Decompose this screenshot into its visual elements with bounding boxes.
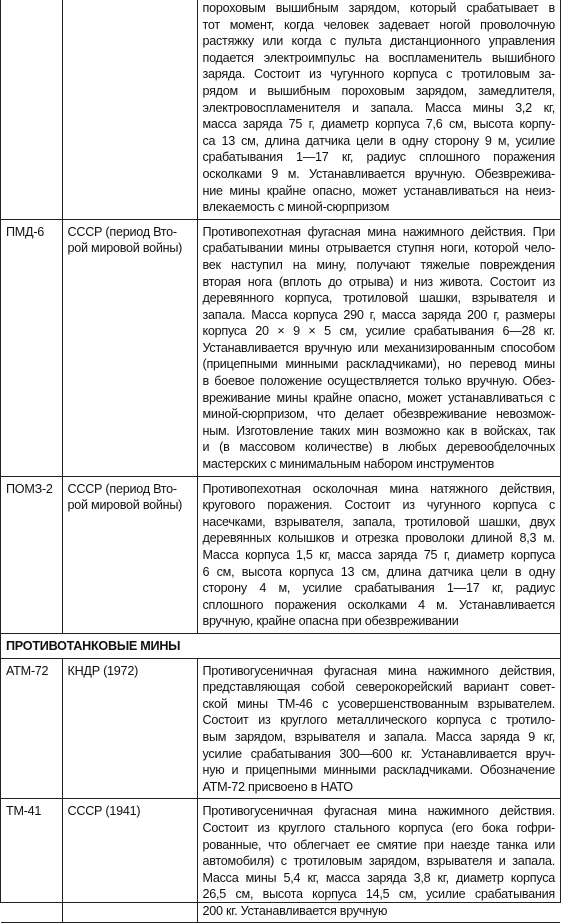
mine-country-cell xyxy=(62,658,197,799)
description-line: ской мины ТМ-46 с усовершенствованным взрывателем. xyxy=(202,696,555,711)
description-line: мастерских с минимальным набором инструментов xyxy=(202,457,495,472)
section-heading: ПРОТИВОТАНКОВЫЕ МИНЫ xyxy=(1,633,560,658)
mine-row xyxy=(1,658,560,799)
description-line: срабатывания 1—17 кг, радиус сплошного поражения xyxy=(202,150,555,165)
description-line: рядом и вышибным пороховым зарядом, замедлителя, xyxy=(202,83,555,98)
description-line: Противопехотная осколочная мина натяжного действия, xyxy=(202,481,555,496)
section-row xyxy=(1,633,560,658)
description-line: век наступил на мину, получают тяжелые повреждения xyxy=(202,257,555,272)
description-line: ную и прицепными минными раскладчиками. Обозначение xyxy=(202,763,555,778)
mine-row xyxy=(1,799,560,923)
description-line: вторая нога (вплоть до отрыва) и низ живота. Состоит из xyxy=(202,274,555,289)
description-line: Устанавливается вручную или механизированным способом xyxy=(202,340,555,355)
mine-description-cell xyxy=(197,658,560,799)
description-line: ным. Изготовление таких мин возможно как в войсках, так xyxy=(202,423,555,438)
description-line: и (в массовом количестве) в любых деревообделочных xyxy=(202,440,555,455)
description-line: масса заряда 75 г, диаметр корпуса 7,6 см, высота корпу- xyxy=(202,117,555,132)
mine-country-line: рой мировой войны) xyxy=(67,498,183,513)
description-line: миной-сюрпризом, что делает обезвреживание невозмож- xyxy=(202,407,555,422)
description-line: подается электроимпульс на воспламенитель вышибного xyxy=(202,50,555,65)
mine-description-cell xyxy=(197,799,560,923)
description-line: представляющая собой северокорейский вариант совет- xyxy=(202,680,555,695)
description-line: вреживание мины крайне опасно, может устанавливаться с xyxy=(202,390,555,405)
description-line: Масса мины 5,4 кг, масса заряда 3,8 кг, диаметр корпуса xyxy=(202,870,555,885)
description-line: тот момент, когда человек задевает ногой проволочную xyxy=(202,17,555,32)
description-line: в боевое положение осуществляется только вручную. Обез- xyxy=(202,374,555,389)
description-line: электровоспламенителя и запала. Масса мины 3,2 кг, xyxy=(202,100,555,115)
mine-country-cell xyxy=(62,799,197,923)
description-line: са 13 см, длина датчика цели в одну сторону 9 м, усилие xyxy=(202,133,555,148)
mine-description-cell xyxy=(197,0,560,219)
description-line: автомобиля) с тротиловым зарядом, взрывателя и запала. xyxy=(202,854,555,869)
description-line: 26,5 см, высота корпуса 14,5 см, усилие срабатывания xyxy=(202,887,555,902)
description-line: вым зарядом, взрывателя и запала. Масса заряда 9 кг, xyxy=(202,729,555,744)
mine-row xyxy=(1,219,560,476)
mine-name-cell: ПОМЗ-2 xyxy=(1,476,62,633)
description-line: АТМ-72 присвоено в НАТО xyxy=(202,779,353,794)
description-line: влекаемость с миной-сюрпризом xyxy=(202,200,390,215)
description-line: Противогусеничная фугасная мина нажимного действия, xyxy=(202,663,555,678)
description-line: запала. Масса корпуса 290 г, масса заряда 200 г, размеры xyxy=(202,307,555,322)
mine-country-line: СССР (период Вто- xyxy=(67,481,177,496)
description-line: рованные, что облегчает ее смятие при наезде танка или xyxy=(202,837,555,852)
description-line: заряда. Состоит из чугунного корпуса с тротиловым за- xyxy=(202,67,555,82)
mine-name-cell: АТМ-72 xyxy=(1,658,62,799)
description-line: осколками 9 м. Устанавливается вручную. Обезврежива- xyxy=(202,166,555,181)
description-line: сплошного поражения осколками 4 м. Устанавливается xyxy=(202,597,555,612)
description-line: 200 кг. Устанавливается вручную xyxy=(202,903,388,918)
description-line: деревянного корпуса, тротиловой шашки, взрывателя и xyxy=(202,291,555,306)
description-line: Состоит из круглого стального корпуса (его бока гофри- xyxy=(202,820,555,835)
mine-name-cell: ТМ-41 xyxy=(1,799,62,923)
mines-table-body xyxy=(1,0,560,923)
mine-row xyxy=(1,0,560,219)
mine-name-cell: ПМД-6 xyxy=(1,219,62,476)
description-line: 6 см, высота корпуса 13 см, длина датчика цели в одну xyxy=(202,564,555,579)
mine-country-line: рой мировой войны) xyxy=(67,241,183,256)
mine-country-cell xyxy=(62,476,197,633)
description-line: корпуса 20 × 9 × 5 см, усилие срабатывания 6—28 кг. xyxy=(202,324,555,339)
description-line: ние мины крайне опасно, может устанавливаться на неиз- xyxy=(202,183,555,198)
description-line: растяжку или когда с пульта дистанционного управления xyxy=(202,34,555,49)
description-line: срабатывании мины отрывается ступня ноги, которой чело- xyxy=(202,241,555,256)
mine-country-cell xyxy=(62,219,197,476)
description-line: вручную, крайне опасна при обезвреживании xyxy=(202,614,459,629)
description-line: Противопехотная фугасная мина нажимного действия. При xyxy=(202,224,555,239)
description-line: деревянных колышков и отрезка проволоки длиной 8,3 м. xyxy=(202,531,555,546)
description-line: усилие срабатывания 300—600 кг. Устанавливается вруч- xyxy=(202,746,555,761)
description-line: Состоит из круглого металлического корпуса с тротило- xyxy=(202,713,555,728)
mine-country-line: КНДР (1972) xyxy=(67,663,139,678)
mine-description-cell xyxy=(197,476,560,633)
description-line: Масса корпуса 1,5 кг, масса заряда 75 г, диаметр корпуса xyxy=(202,548,555,562)
mine-country-cell xyxy=(62,0,197,219)
description-line: Противогусеничная фугасная мина нажимного действия. xyxy=(202,804,555,819)
description-line: насечками, взрывателя, запала, тротиловой шашки, двух xyxy=(202,514,555,529)
mine-name-cell xyxy=(1,0,62,219)
description-line: сторону 4 м, усилие срабатывания 1—17 кг, радиус xyxy=(202,581,555,596)
description-line: пороховым вышибным зарядом, который срабатывает в xyxy=(202,1,555,15)
mines-table xyxy=(1,0,560,923)
mine-row xyxy=(1,476,560,633)
mine-country-line: СССР (1941) xyxy=(67,804,141,819)
description-line: кругового поражения. Состоит из чугунного корпуса с xyxy=(202,498,555,513)
mine-description-cell xyxy=(197,219,560,476)
description-line: (прицепными минными раскладчиками), но перевод мины xyxy=(202,357,555,372)
mine-country-line: СССР (период Вто- xyxy=(67,224,177,239)
